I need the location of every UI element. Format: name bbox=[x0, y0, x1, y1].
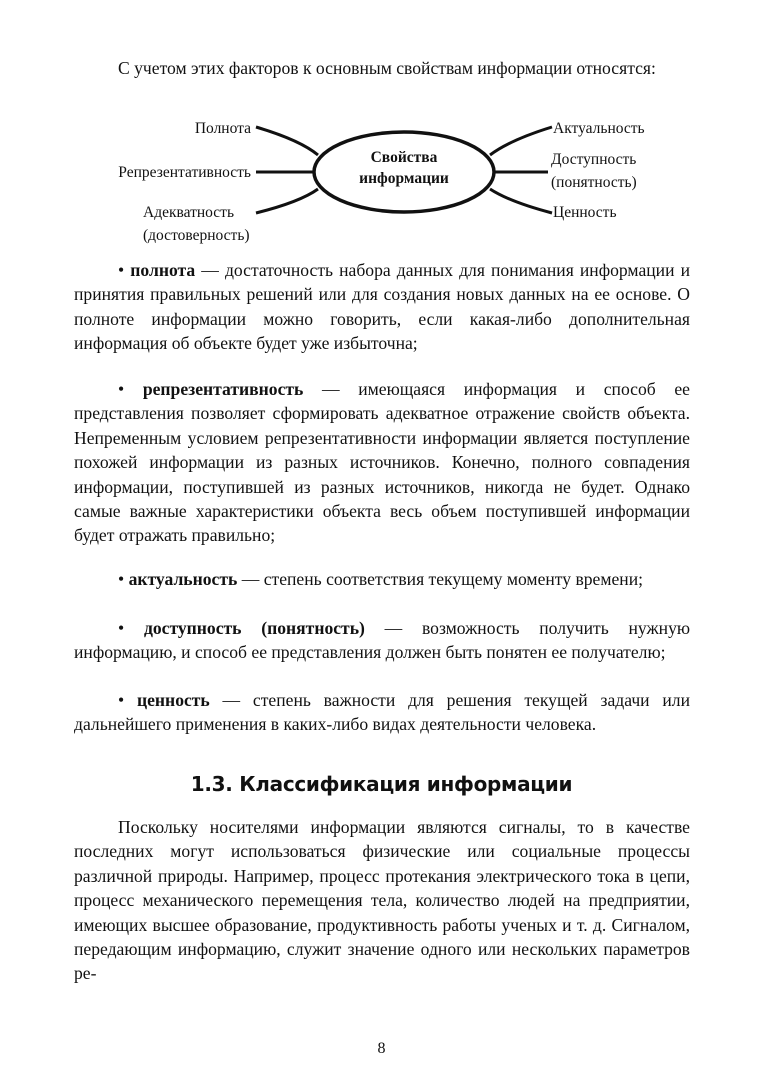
bullet-marker: • bbox=[118, 569, 125, 589]
diagram-center-line1: Свойства bbox=[370, 149, 438, 166]
connector-left-top bbox=[256, 127, 318, 155]
term-completeness: полнота bbox=[130, 260, 196, 280]
bullet-marker: • bbox=[118, 260, 125, 280]
bullet-marker: • bbox=[118, 379, 125, 399]
bullet-relevance bbox=[74, 567, 690, 591]
bullet-completeness bbox=[74, 258, 690, 356]
bullet-representativeness bbox=[74, 377, 690, 548]
label-reliability: (достоверность) bbox=[143, 227, 250, 244]
label-relevance: Актуальность bbox=[553, 120, 645, 137]
bullet-value bbox=[74, 688, 690, 737]
properties-diagram bbox=[0, 110, 763, 250]
def-relevance: — степень соответствия текущему моменту времени; bbox=[237, 569, 644, 589]
label-value: Ценность bbox=[553, 204, 617, 221]
def-value: — степень важности для решения текущей задачи или дальнейшего применения в каких-либо видах деятельности человека. bbox=[74, 690, 690, 735]
label-accessibility: Доступность bbox=[551, 151, 637, 168]
connector-right-bottom bbox=[490, 189, 552, 213]
section-title: 1.3. Классификация информации bbox=[190, 772, 573, 796]
intro-paragraph: С учетом этих факторов к основным свойствам информации относятся: bbox=[118, 58, 656, 78]
term-value: ценность bbox=[136, 690, 210, 710]
term-relevance: актуальность bbox=[128, 569, 238, 589]
def-representativeness: — имеющаяся информация и способ ее представления позволяет сформировать адекватное отражение свойств объекта. Непременным условием репрезентативности информации является поступление похожей информации из разных источников. Конечно, полного совпадения информации, поступившей из разных источников, никогда не будет. Однако самые важные характеристики объекта весь объем поступившей информации будет отражать правильно; bbox=[74, 379, 690, 546]
section-paragraph: Поскольку носителями информации являются сигналы, то в качестве последних могут использоваться физические или социальные процессы различной природы. Например, процесс протекания электрического тока в цепи, процесс механического перемещения тела, количество людей на предприятии, имеющих высшее образование, продуктивность работы ученых и т. д. Сигналом, передающим информацию, служит значение одного или нескольких параметров ре- bbox=[74, 817, 690, 984]
def-accessibility: — возможность получить нужную информацию, и способ ее представления должен быть понятен ее получателю; bbox=[74, 618, 691, 663]
diagram-center-line2: информации bbox=[359, 170, 449, 187]
term-accessibility: доступность (понятность) bbox=[143, 618, 365, 638]
connector-right-top bbox=[490, 127, 552, 155]
bullet-accessibility bbox=[74, 616, 690, 665]
page-number: 8 bbox=[377, 1040, 386, 1057]
def-completeness: — достаточность набора данных для понимания информации и принятия правильных решений или для создания новых данных на ее основе. О полноте информации можно говорить, если какая-либо дополнительная информация об объекте будет уже избыточна; bbox=[74, 260, 690, 354]
label-clarity: (понятность) bbox=[551, 174, 637, 191]
label-representativeness: Репрезентативность bbox=[118, 164, 251, 181]
label-adequacy: Адекватность bbox=[143, 204, 235, 221]
connector-left-bottom bbox=[256, 189, 318, 213]
bullet-marker: • bbox=[118, 618, 125, 638]
term-representativeness: репрезентативность bbox=[142, 379, 304, 399]
bullet-marker: • bbox=[118, 690, 125, 710]
label-completeness: Полнота bbox=[194, 120, 251, 137]
